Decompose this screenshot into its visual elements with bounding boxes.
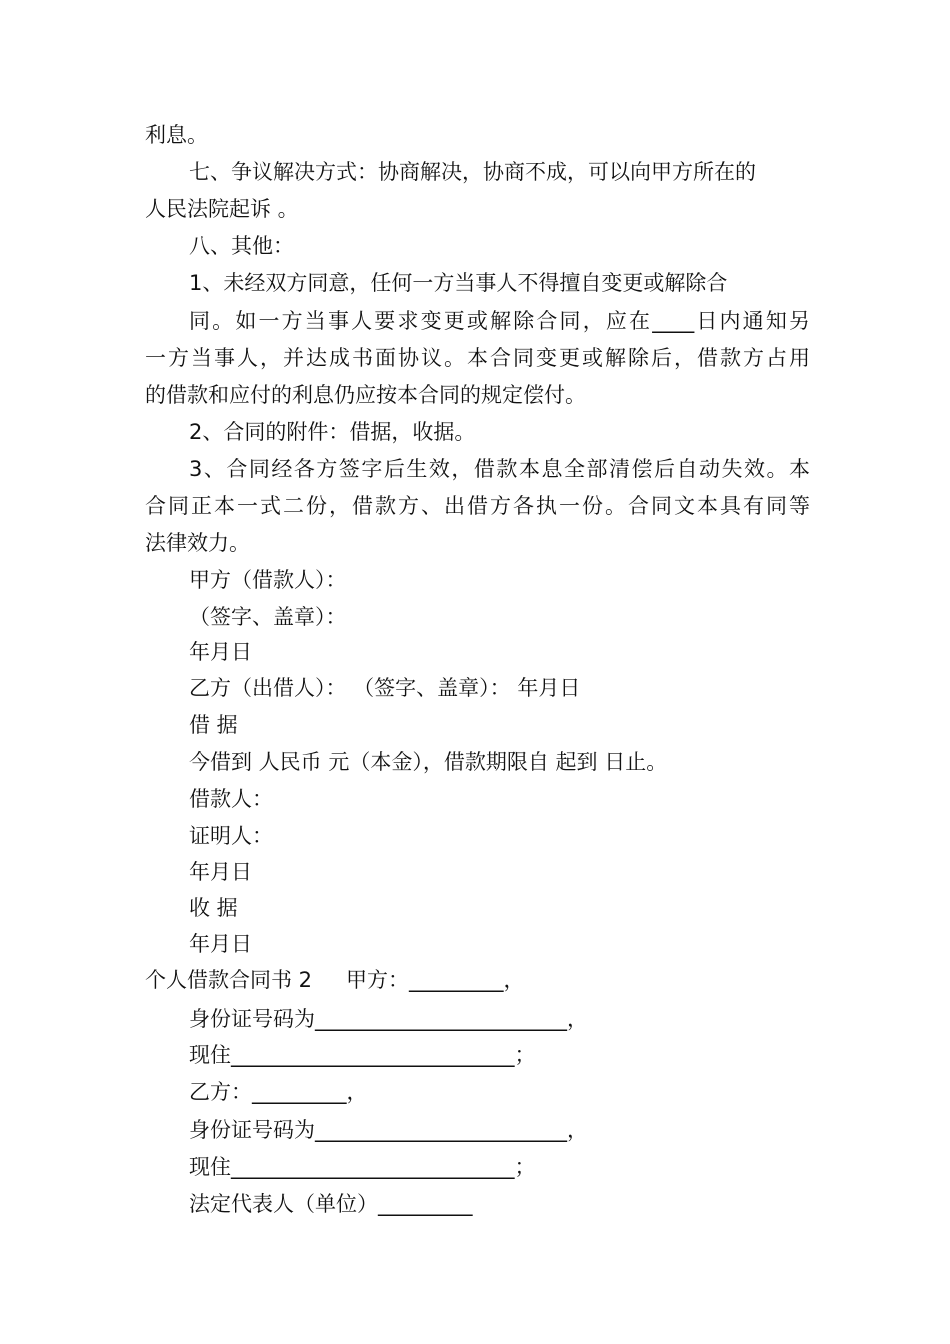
text-line: 利息。 (145, 123, 208, 147)
date-line: 年月日 (189, 640, 252, 664)
contract-title-line (145, 962, 810, 998)
iou-heading: 借 据 (189, 713, 238, 737)
clause-1: 1、未经双方同意，任何一方当事人不得擅自变更或解除合 (189, 271, 728, 295)
dispute-resolution-clause: 七、争议解决方式：协商解决，协商不成，可以向甲方所在的 (189, 160, 756, 184)
text-line: 一方当事人，并达成书面协议。本合同变更或解除后，借款方占用 (145, 346, 810, 370)
text-line: 合同正本一式二份，借款方、出借方各执一份。合同文本具有同等 (145, 494, 810, 518)
signature-line: （签字、盖章）： (189, 605, 347, 629)
text-line: 法律效力。 (145, 531, 250, 555)
text-line: 人民法院起诉 。 (145, 197, 299, 221)
text-line: 同。如一方当事人要求变更或解除合同，应在____日内通知另 (189, 309, 810, 333)
party-a-field: 甲方：_________， (346, 968, 525, 992)
witness-line: 证明人： (189, 824, 273, 848)
date-line: 年月日 (189, 860, 252, 884)
party-a-borrower: 甲方（借款人）： (189, 568, 347, 592)
address-field: 现住___________________________； (189, 1043, 536, 1067)
receipt-heading: 收 据 (189, 896, 238, 920)
party-b-lender: 乙方（出借人）： （签字、盖章）： 年月日 (189, 676, 581, 700)
text-line: 的借款和应付的利息仍应按本合同的规定偿付。 (145, 383, 586, 407)
iou-body: 今借到 人民币 元（本金），借款期限自 起到 日止。 (189, 750, 668, 774)
contract-title: 个人借款合同书 2 (145, 968, 313, 992)
clause-3: 3、合同经各方签字后生效，借款本息全部清偿后自动失效。本 (189, 457, 810, 481)
date-line: 年月日 (189, 932, 252, 956)
borrower-line: 借款人： (189, 787, 273, 811)
party-b-field: 乙方：_________， (189, 1080, 368, 1104)
legal-representative-field: 法定代表人（单位）_________ (189, 1192, 473, 1216)
clause-2: 2、合同的附件：借据，收据。 (189, 420, 476, 444)
address-field: 现住___________________________； (189, 1155, 536, 1179)
section-heading-other: 八、其他： (189, 234, 294, 258)
id-number-field: 身份证号码为________________________， (189, 1118, 588, 1142)
id-number-field: 身份证号码为________________________， (189, 1007, 588, 1031)
